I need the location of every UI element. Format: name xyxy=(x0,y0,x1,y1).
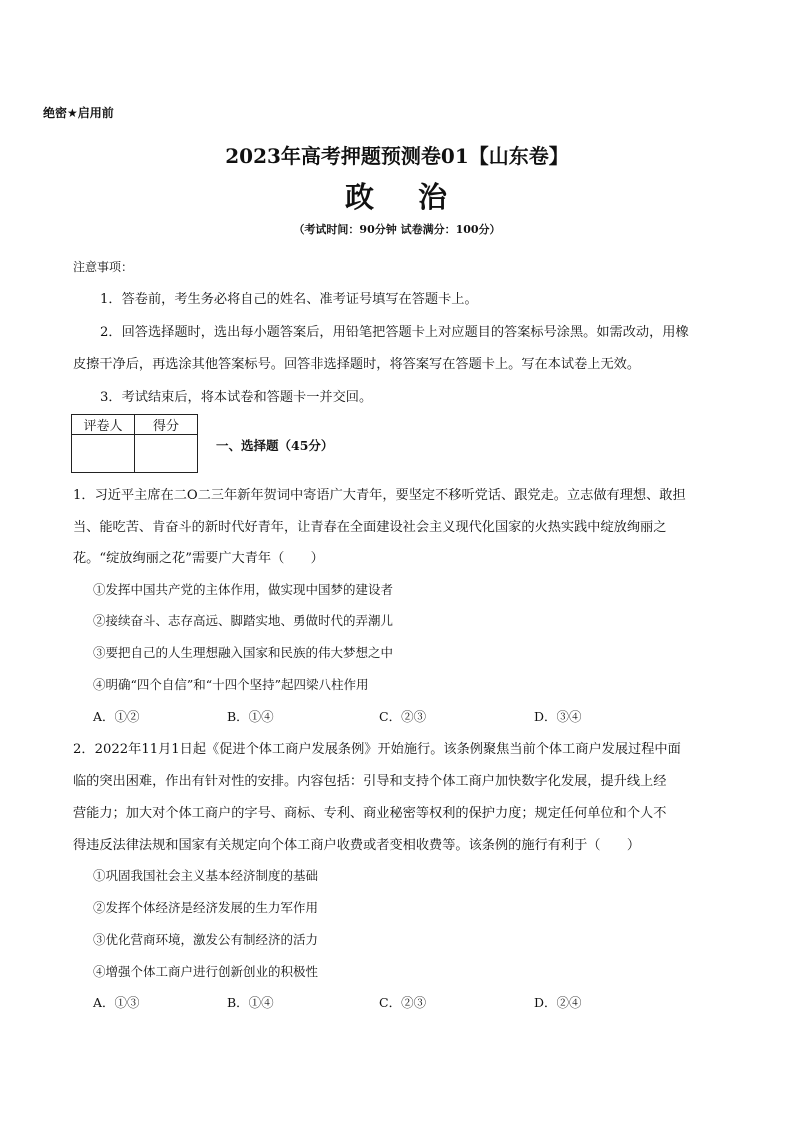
question-2-option-4: ④增强个体工商户进行创新创业的积极性 xyxy=(93,964,319,979)
question-2-stem-line-2: 临的突出困难，作出有针对性的安排。内容包括：引导和支持个体工商户加快数字化发展，提升线上经 xyxy=(73,774,667,789)
section-title: 一、选择题（45分） xyxy=(216,438,334,453)
question-1-option-2: ②接续奋斗、志存高远、脚踏实地、勇做时代的弄潮儿 xyxy=(93,613,394,628)
question-2-option-1: ①巩固我国社会主义基本经济制度的基础 xyxy=(93,868,319,883)
subject-title xyxy=(0,175,794,216)
question-1-stem-line-1: 1．习近平主席在二O二三年新年贺词中寄语广大青年，要坚定不移听党话、跟党走。立志做有理想、敢担 xyxy=(73,488,686,503)
question-2-option-2: ②发挥个体经济是经济发展的生力军作用 xyxy=(93,900,319,915)
score-cell[interactable] xyxy=(135,435,198,473)
grader-header: 评卷人 xyxy=(72,415,135,435)
question-1-option-1: ①发挥中国共产党的主体作用，做实现中国梦的建设者 xyxy=(93,582,394,597)
notice-item-2-line-2: 皮擦干净后，再选涂其他答案标号。回答非选择题时，将答案写在答题卡上。写在本试卷上无效。 xyxy=(73,357,641,372)
question-2-stem-line-1: 2．2022年11月1日起《促进个体工商户发展条例》开始施行。该条例聚焦当前个体工商户发展过程中面 xyxy=(73,742,681,757)
question-1-choice-c[interactable]: C．②③ xyxy=(379,709,427,724)
exam-info: （考试时间：90分钟 试卷满分：100分） xyxy=(293,223,501,236)
question-2-choice-d[interactable]: D．②④ xyxy=(534,995,582,1010)
question-2-choice-c[interactable]: C．②③ xyxy=(379,995,427,1010)
score-table xyxy=(71,414,198,473)
notice-item-2-line-1: 2．回答选择题时，选出每小题答案后，用铅笔把答题卡上对应题目的答案标号涂黑。如需改动，用橡 xyxy=(100,325,689,340)
question-1-choice-b[interactable]: B．①④ xyxy=(227,709,274,724)
notice-heading: 注意事项： xyxy=(73,260,134,274)
question-1-choice-a[interactable]: A．①② xyxy=(93,709,140,724)
subject-char-2: 治 xyxy=(418,180,450,214)
question-1-choice-d[interactable]: D．③④ xyxy=(534,709,582,724)
question-2-choice-a[interactable]: A．①③ xyxy=(93,995,140,1010)
grader-cell[interactable] xyxy=(72,435,135,473)
question-2-stem-line-4: 得违反法律法规和国家有关规定向个体工商户收费或者变相收费等。该条例的施行有利于（ ） xyxy=(73,838,641,853)
question-1-stem-line-2: 当、能吃苦、肯奋斗的新时代好青年，让青春在全面建设社会主义现代化国家的火热实践中绽放绚丽之 xyxy=(73,520,667,535)
question-1-option-4: ④明确“四个自信”和“十四个坚持”起四梁八柱作用 xyxy=(93,677,369,692)
question-2-stem-line-3: 营能力；加大对个体工商户的字号、商标、专利、商业秘密等权利的保护力度；规定任何单位和个人不 xyxy=(73,806,667,821)
question-2-option-3: ③优化营商环境，激发公有制经济的活力 xyxy=(93,932,319,947)
score-header: 得分 xyxy=(135,415,198,435)
subject-char-1: 政 xyxy=(344,180,376,214)
question-2-choice-b[interactable]: B．①④ xyxy=(227,995,274,1010)
question-1-option-3: ③要把自己的人生理想融入国家和民族的伟大梦想之中 xyxy=(93,645,394,660)
confidential-label: 绝密★启用前 xyxy=(43,106,114,120)
notice-item-3: 3．考试结束后，将本试卷和答题卡一并交回。 xyxy=(100,390,373,405)
question-1-stem-line-3: 花。“绽放绚丽之花”需要广大青年（ ） xyxy=(73,551,324,566)
exam-title: 2023年高考押题预测卷01【山东卷】 xyxy=(225,144,569,168)
notice-item-1: 1．答卷前，考生务必将自己的姓名、准考证号填写在答题卡上。 xyxy=(100,292,478,307)
